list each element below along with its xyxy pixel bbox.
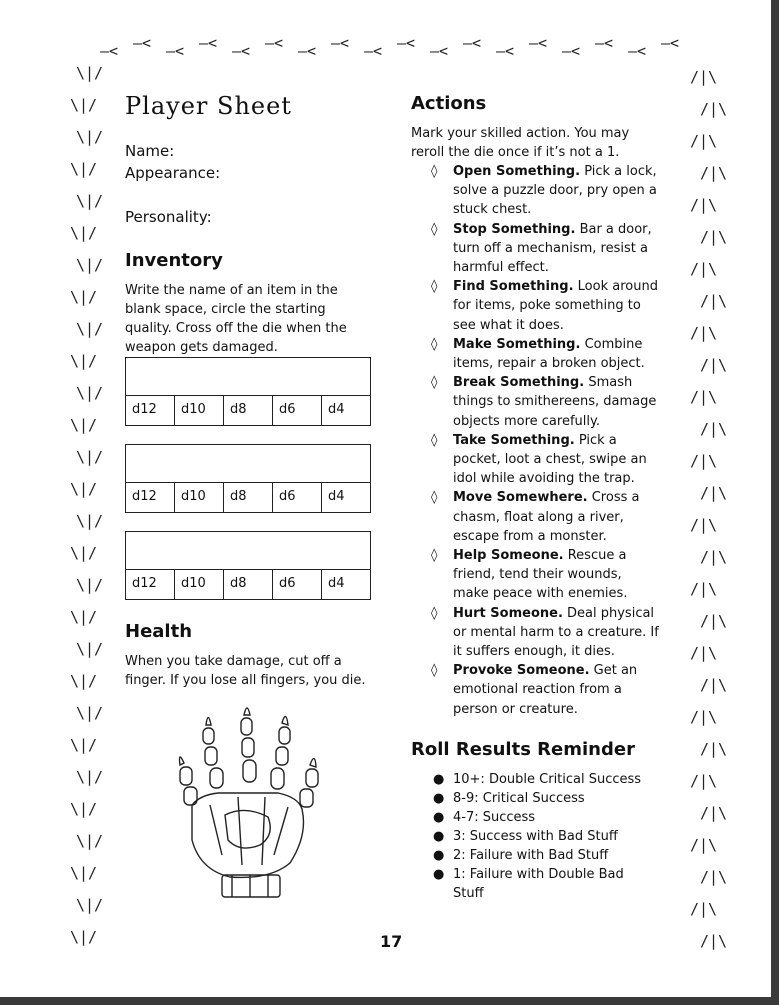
footprint-icon: /|\ xyxy=(690,900,718,918)
appearance-field-label: Appearance: xyxy=(125,164,221,182)
diamond-checkbox-icon[interactable]: ◊ xyxy=(431,490,438,506)
action-description: Look around for items, poke something to see what it does. xyxy=(453,279,658,333)
footprint-icon: /|\ xyxy=(690,516,718,534)
die-d12[interactable]: d12 xyxy=(126,396,175,425)
footprint-icon: /|\ xyxy=(690,644,718,662)
die-d8[interactable]: d8 xyxy=(224,396,273,425)
inventory-slot xyxy=(125,357,371,426)
footprint-icon: /|\ xyxy=(690,68,718,86)
footprint-icon: \|/ xyxy=(76,704,104,722)
footprint-icon: /|\ xyxy=(690,452,718,470)
footprint-icon: \|/ xyxy=(76,576,104,594)
skeletal-hand-icon[interactable] xyxy=(170,705,320,900)
footprint-icon: —< xyxy=(463,34,482,52)
roll-result-item xyxy=(431,865,653,903)
action-name: Help Someone. xyxy=(453,548,564,564)
action-description: Pick a lock, solve a puzzle door, pry open a stuck chest. xyxy=(453,164,657,218)
footprint-icon: —< xyxy=(628,42,647,60)
footprint-icon: /|\ xyxy=(700,356,728,374)
footprint-icon: /|\ xyxy=(700,164,728,182)
footprint-icon: /|\ xyxy=(700,292,728,310)
die-d8[interactable]: d8 xyxy=(224,483,273,512)
roll-result-text: 1: Failure with Double Bad Stuff xyxy=(453,867,624,901)
die-d12[interactable]: d12 xyxy=(126,483,175,512)
footprint-icon: /|\ xyxy=(690,132,718,150)
footprint-icon: \|/ xyxy=(76,384,104,402)
action-item[interactable] xyxy=(431,335,661,373)
diamond-checkbox-icon[interactable]: ◊ xyxy=(431,605,438,621)
footprint-icon: —< xyxy=(100,42,119,60)
action-name: Make Something. xyxy=(453,336,581,352)
item-name-blank[interactable] xyxy=(126,358,370,396)
action-name: Find Something. xyxy=(453,279,574,295)
health-instructions: When you take damage, cut off a finger. If you lose all fingers, you die. xyxy=(125,654,366,688)
actions-intro: Mark your skilled action. You may reroll the die once if it’s not a 1. xyxy=(411,126,630,160)
footprint-icon: —< xyxy=(562,42,581,60)
footprint-icon: —< xyxy=(331,34,350,52)
footprint-icon: —< xyxy=(595,34,614,52)
footprint-icon: /|\ xyxy=(700,484,728,502)
action-name: Provoke Someone. xyxy=(453,663,590,679)
footprint-icon: \|/ xyxy=(76,768,104,786)
footprint-icon: —< xyxy=(232,42,251,60)
footprint-icon: —< xyxy=(133,34,152,52)
diamond-checkbox-icon[interactable]: ◊ xyxy=(431,164,438,179)
footprint-icon: \|/ xyxy=(70,736,98,754)
footprint-icon: /|\ xyxy=(700,100,728,118)
inventory-instructions: Write the name of an item in the blank space, circle the starting quality. Cross off the die when the weapon gets damaged. xyxy=(125,283,347,355)
page-title: Player Sheet xyxy=(125,92,292,120)
footprint-icon: —< xyxy=(430,42,449,60)
footprint-icon: \|/ xyxy=(70,544,98,562)
action-name: Take Something. xyxy=(453,432,575,448)
diamond-checkbox-icon[interactable]: ◊ xyxy=(431,375,438,391)
footprint-icon: \|/ xyxy=(70,416,98,434)
footprint-icon: \|/ xyxy=(70,800,98,818)
name-field-label: Name: xyxy=(125,142,175,160)
action-item[interactable] xyxy=(431,488,661,546)
diamond-checkbox-icon[interactable]: ◊ xyxy=(431,663,438,679)
die-d6[interactable]: d6 xyxy=(273,483,322,512)
roll-result-text: 8-9: Critical Success xyxy=(453,791,585,806)
footprint-icon: /|\ xyxy=(690,772,718,790)
action-name: Hurt Someone. xyxy=(453,605,563,621)
die-d6[interactable]: d6 xyxy=(273,570,322,599)
actions-list xyxy=(431,162,661,719)
roll-result-text: 10+: Double Critical Success xyxy=(453,772,642,787)
footprint-icon: —< xyxy=(364,42,383,60)
item-name-blank[interactable] xyxy=(126,445,370,483)
footprint-icon: \|/ xyxy=(76,448,104,466)
footprint-icon: /|\ xyxy=(690,324,718,342)
footprint-icon: \|/ xyxy=(76,512,104,530)
footprint-icon: /|\ xyxy=(700,932,728,950)
footprint-icon: \|/ xyxy=(76,192,104,210)
diamond-checkbox-icon[interactable]: ◊ xyxy=(431,279,438,295)
die-d6[interactable]: d6 xyxy=(273,396,322,425)
bullet-icon: ● xyxy=(433,829,445,844)
footprint-icon: /|\ xyxy=(690,580,718,598)
actions-heading: Actions xyxy=(411,93,487,114)
action-description: Deal physical or mental harm to a creature. If it suffers enough, it dies. xyxy=(453,605,659,660)
die-d8[interactable]: d8 xyxy=(224,570,273,599)
footprint-icon: /|\ xyxy=(700,676,728,694)
action-item[interactable] xyxy=(431,661,661,719)
roll-result-item xyxy=(431,789,653,808)
footprint-icon: /|\ xyxy=(690,260,718,278)
action-description: Smash things to smithereens, damage objects more carefully. xyxy=(453,375,657,429)
die-d12[interactable]: d12 xyxy=(126,570,175,599)
action-item[interactable] xyxy=(431,220,661,278)
roll-result-text: 4-7: Success xyxy=(453,810,536,825)
footprint-icon: /|\ xyxy=(700,740,728,758)
footprint-icon: \|/ xyxy=(76,832,104,850)
footprint-icon: /|\ xyxy=(700,548,728,566)
roll-result-item xyxy=(431,827,653,846)
inventory-heading: Inventory xyxy=(125,250,223,271)
footprint-icon: \|/ xyxy=(76,256,104,274)
roll-result-item xyxy=(431,770,653,789)
footprint-icon: —< xyxy=(298,42,317,60)
bullet-icon: ● xyxy=(433,867,445,882)
footprint-icon: /|\ xyxy=(690,708,718,726)
action-description: Cross a chasm, float along a river, escape from a monster. xyxy=(453,490,640,544)
footprint-icon: \|/ xyxy=(76,896,104,914)
bullet-icon: ● xyxy=(433,791,445,806)
roll-result-text: 3: Success with Bad Stuff xyxy=(453,829,618,844)
footprint-icon: /|\ xyxy=(700,228,728,246)
footprint-icon: /|\ xyxy=(690,196,718,214)
footprint-icon: \|/ xyxy=(70,608,98,626)
footprint-icon: \|/ xyxy=(70,864,98,882)
footprint-icon: —< xyxy=(265,34,284,52)
footprint-icon: \|/ xyxy=(76,640,104,658)
footprint-icon: —< xyxy=(496,42,515,60)
action-description: Combine items, repair a broken object. xyxy=(453,336,645,372)
footprint-icon: \|/ xyxy=(70,288,98,306)
action-item[interactable] xyxy=(431,162,661,220)
roll-result-item xyxy=(431,846,653,865)
health-heading: Health xyxy=(125,621,193,642)
roll-result-text: 2: Failure with Bad Stuff xyxy=(453,848,609,863)
footprint-icon: —< xyxy=(166,42,185,60)
die-d4[interactable]: d4 xyxy=(328,489,345,504)
action-description: Get an emotional reaction from a person or creature. xyxy=(453,663,638,717)
diamond-checkbox-icon[interactable]: ◊ xyxy=(431,221,438,237)
footprint-icon: \|/ xyxy=(70,672,98,690)
footprint-icon: \|/ xyxy=(70,224,98,242)
footprint-icon: /|\ xyxy=(690,836,718,854)
diamond-checkbox-icon[interactable]: ◊ xyxy=(431,336,438,352)
bullet-icon: ● xyxy=(433,848,445,863)
action-description: Rescue a friend, tend their wounds, make peace with enemies. xyxy=(453,548,628,602)
inventory-slot xyxy=(125,531,371,600)
footprint-icon: /|\ xyxy=(700,804,728,822)
footprint-icon: \|/ xyxy=(70,96,98,114)
inventory-slot xyxy=(125,444,371,513)
footprint-icon: —< xyxy=(199,34,218,52)
action-description: Bar a door, turn off a mechanism, resist a harmful effect. xyxy=(453,221,652,276)
action-item[interactable] xyxy=(431,546,661,604)
roll-result-item xyxy=(431,808,653,827)
die-d10[interactable]: d10 xyxy=(175,483,224,512)
page-number: 17 xyxy=(380,932,403,951)
footprint-icon: \|/ xyxy=(76,320,104,338)
action-name: Break Something. xyxy=(453,375,585,391)
action-item[interactable] xyxy=(431,373,661,431)
item-name-blank[interactable] xyxy=(126,532,370,570)
footprint-icon: \|/ xyxy=(70,928,98,946)
action-item[interactable] xyxy=(431,604,661,662)
footprint-icon: /|\ xyxy=(700,612,728,630)
footprint-icon: —< xyxy=(529,34,548,52)
roll-results-heading: Roll Results Reminder xyxy=(411,739,635,760)
die-d10[interactable]: d10 xyxy=(175,396,224,425)
footprint-icon: —< xyxy=(397,34,416,52)
roll-results-list xyxy=(431,770,653,903)
footprint-icon: \|/ xyxy=(70,160,98,178)
die-d10[interactable]: d10 xyxy=(175,570,224,599)
die-d4[interactable]: d4 xyxy=(328,402,345,417)
bullet-icon: ● xyxy=(433,772,445,787)
footprint-icon: \|/ xyxy=(70,480,98,498)
diamond-checkbox-icon[interactable]: ◊ xyxy=(431,432,438,448)
action-name: Open Something. xyxy=(453,164,581,179)
footprint-icon: /|\ xyxy=(690,388,718,406)
footprint-icon: \|/ xyxy=(76,64,104,82)
action-item[interactable] xyxy=(431,431,661,489)
footprint-icon: \|/ xyxy=(70,352,98,370)
action-item[interactable] xyxy=(431,277,661,335)
personality-field-label: Personality: xyxy=(125,208,212,226)
die-d4[interactable]: d4 xyxy=(328,576,345,591)
action-name: Stop Something. xyxy=(453,221,576,237)
footprint-icon: /|\ xyxy=(700,868,728,886)
footprint-icon: \|/ xyxy=(76,128,104,146)
action-description: Pick a pocket, loot a chest, swipe an idol while avoiding the trap. xyxy=(453,432,647,487)
footprint-icon: /|\ xyxy=(700,420,728,438)
diamond-checkbox-icon[interactable]: ◊ xyxy=(431,548,438,564)
footprint-icon: —< xyxy=(661,34,680,52)
action-name: Move Somewhere. xyxy=(453,490,588,506)
bullet-icon: ● xyxy=(433,810,445,825)
